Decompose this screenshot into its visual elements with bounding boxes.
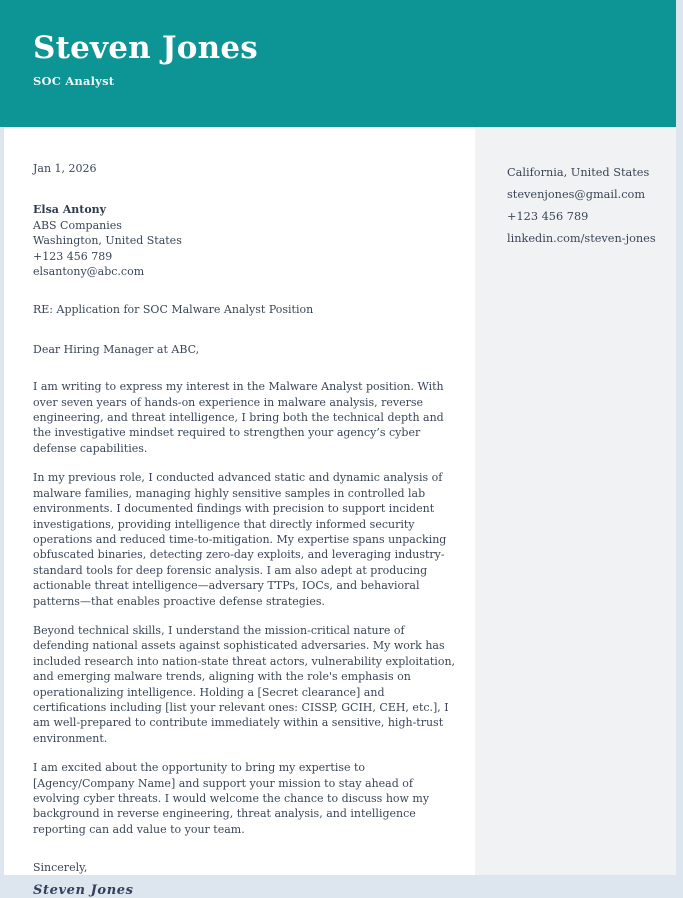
- contact-location: California, United States: [507, 166, 650, 179]
- signature-text: Steven Jones: [33, 882, 134, 898]
- recipient-phone: +123 456 789: [33, 249, 113, 263]
- letter-paragraph-2: In my previous role, I conducted advanced static and dynamic analysis of malware families, managing highly sensitive samples in controlled lab environments. I documented findings with precision to support incident investigations, providing intelligence that directly informed security operations and reduced time-to-mitigation. My expertise spans unpacking obfuscated binaries, detecting zero-day exploits, and leveraging industry-standard tools for deep forensic analysis. I am also adept at producing actionable threat intelligence—adversary TTPs, IOCs, and behavioral patterns—that enables proactive defense strategies.: [33, 471, 447, 608]
- candidate-name: Steven Jones: [33, 30, 258, 66]
- recipient-block: [33, 202, 457, 279]
- letter-subject: RE: Application for SOC Malware Analyst Position: [33, 303, 314, 317]
- letter-salutation: Dear Hiring Manager at ABC,: [33, 342, 200, 356]
- candidate-job-title: SOC Analyst: [33, 74, 115, 89]
- letter-closing: Sincerely,: [33, 861, 88, 875]
- contact-email: stevenjones@gmail.com: [507, 188, 646, 201]
- recipient-company: ABS Companies: [33, 218, 122, 232]
- letter-paragraph-1: I am writing to express my interest in the Malware Analyst position. With over seven years of hands-on experience in malware analysis, reverse engineering, and threat intelligence, I bring both the technical depth and the investigative mindset required to strengthen your agency’s cyber defense capabilities.: [33, 380, 444, 455]
- letter-date: Jan 1, 2026: [33, 162, 97, 175]
- recipient-email: elsantony@abc.com: [33, 265, 145, 279]
- page-content: [0, 127, 676, 898]
- letter-paragraph-4: I am excited about the opportunity to bring my expertise to [Agency/Company Name] and support your mission to stay ahead of evolving cyber threats. I would welcome the chance to discuss how my background in reverse engineering, threat analysis, and intelligence reporting can add value to your team.: [33, 761, 430, 836]
- contact-linkedin: linkedin.com/steven-jones: [507, 232, 656, 245]
- letter-paragraph-3: Beyond technical skills, I understand the mission-critical nature of defending national assets against sophisticated adversaries. My work has included research into nation-state threat actors, vulnerability exploitation, and emerging malware trends, aligning with the role's emphasis on operationalizing intelligence. Holding a [Secret clearance] and certifications including [list your relevant ones: CISSP, GCIH, CEH, etc.], I am well-prepared to contribute immediately within a sensitive, high-trust environment.: [33, 623, 456, 745]
- page-header: [0, 0, 676, 127]
- recipient-name: Elsa Antony: [33, 203, 107, 217]
- contact-phone: +123 456 789: [507, 210, 589, 223]
- recipient-location: Washington, United States: [33, 234, 182, 248]
- contact-sidebar: [475, 127, 676, 875]
- letter-body-column: [4, 127, 475, 898]
